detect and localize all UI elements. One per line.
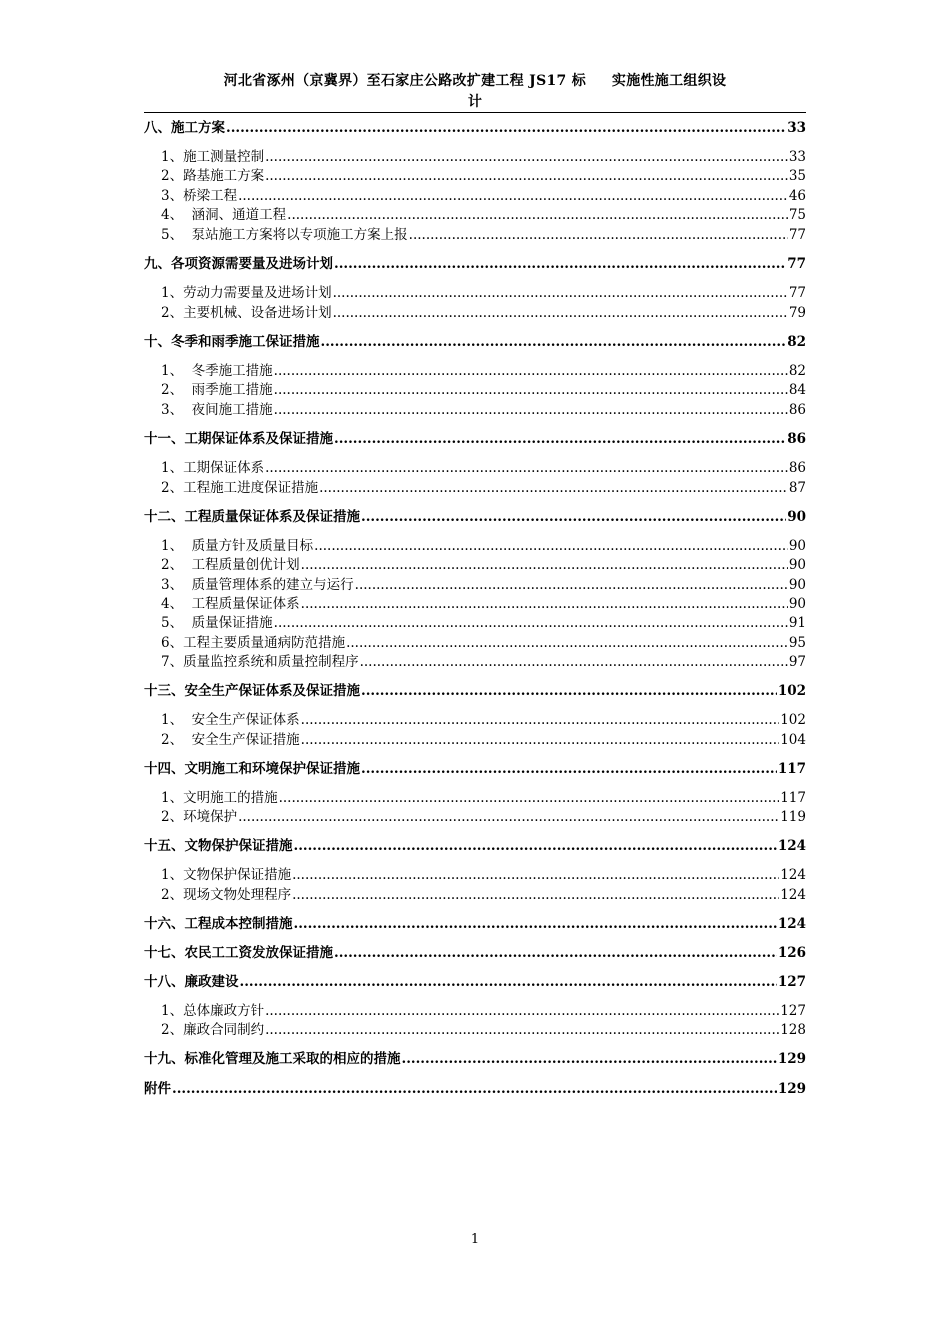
toc-entry-title: 十七、农民工工资发放保证措施 bbox=[144, 945, 333, 961]
toc-dot-leader bbox=[172, 1081, 777, 1097]
toc-subsection-entry[interactable] bbox=[144, 863, 806, 883]
toc-subsection-entry[interactable] bbox=[144, 203, 806, 223]
toc-entry-title: 3、桥梁工程 bbox=[161, 188, 238, 204]
toc-dot-leader bbox=[292, 887, 779, 903]
toc-dot-leader bbox=[226, 120, 786, 136]
toc-section-entry[interactable] bbox=[144, 116, 806, 136]
toc-dot-leader bbox=[355, 577, 788, 593]
toc-entry-page: 77 bbox=[788, 285, 806, 301]
toc-subsection-entry[interactable] bbox=[144, 708, 806, 728]
toc-subsection-entry[interactable] bbox=[144, 883, 806, 903]
toc-section-entry[interactable] bbox=[144, 679, 806, 699]
toc-entry-title: 十一、工期保证体系及保证措施 bbox=[144, 431, 333, 447]
toc-dot-leader bbox=[265, 1003, 779, 1019]
toc-subsection-entry[interactable] bbox=[144, 281, 806, 301]
toc-entry-title: 十五、文物保护保证措施 bbox=[144, 838, 293, 854]
toc-dot-leader bbox=[301, 596, 788, 612]
toc-subsection-entry[interactable] bbox=[144, 805, 806, 825]
toc-section-entry[interactable] bbox=[144, 941, 806, 961]
toc-entry-page: 33 bbox=[787, 120, 806, 136]
toc-section-entry[interactable] bbox=[144, 1077, 806, 1097]
toc-entry-page: 104 bbox=[780, 732, 806, 748]
toc-dot-leader bbox=[265, 149, 788, 165]
toc-entry-title: 十九、标准化管理及施工采取的相应的措施 bbox=[144, 1051, 401, 1067]
toc-dot-leader bbox=[409, 227, 788, 243]
toc-dot-leader bbox=[361, 761, 777, 777]
toc-entry-page: 82 bbox=[787, 334, 806, 350]
toc-subsection-entry[interactable] bbox=[144, 476, 806, 496]
toc-subsection-entry[interactable] bbox=[144, 378, 806, 398]
toc-entry-page: 77 bbox=[788, 227, 806, 243]
toc-dot-leader bbox=[265, 460, 788, 476]
toc-entry-page: 91 bbox=[788, 615, 806, 631]
toc-dot-leader bbox=[319, 480, 788, 496]
toc-entry-page: 117 bbox=[777, 761, 806, 777]
toc-entry-page: 129 bbox=[777, 1051, 806, 1067]
toc-subsection-entry[interactable] bbox=[144, 534, 806, 554]
toc-entry-page: 46 bbox=[788, 188, 806, 204]
toc-entry-page: 77 bbox=[787, 256, 806, 272]
toc-dot-leader bbox=[287, 207, 788, 223]
toc-subsection-entry[interactable] bbox=[144, 359, 806, 379]
toc-entry-page: 102 bbox=[780, 712, 806, 728]
toc-entry-title: 十四、文明施工和环境保护保证措施 bbox=[144, 761, 360, 777]
toc-subsection-entry[interactable] bbox=[144, 1018, 806, 1038]
toc-subsection-entry[interactable] bbox=[144, 553, 806, 573]
toc-entry-page: 95 bbox=[788, 635, 806, 651]
toc-dot-leader bbox=[301, 712, 780, 728]
toc-dot-leader bbox=[274, 402, 788, 418]
toc-entry-page: 102 bbox=[777, 683, 806, 699]
toc-entry-title: 7、质量监控系统和质量控制程序 bbox=[161, 654, 359, 670]
toc-entry-title: 1、施工测量控制 bbox=[161, 149, 265, 165]
toc-entry-title: 2、现场文物处理程序 bbox=[161, 887, 292, 903]
toc-entry-page: 87 bbox=[788, 480, 806, 496]
toc-section-entry[interactable] bbox=[144, 834, 806, 854]
toc-dot-leader bbox=[274, 615, 788, 631]
toc-dot-leader bbox=[238, 188, 788, 204]
toc-section-entry[interactable] bbox=[144, 1047, 806, 1067]
toc-dot-leader bbox=[238, 809, 779, 825]
toc-section-entry[interactable] bbox=[144, 505, 806, 525]
toc-subsection-entry[interactable] bbox=[144, 223, 806, 243]
toc-entry-page: 117 bbox=[780, 790, 806, 806]
toc-entry-page: 86 bbox=[788, 402, 806, 418]
toc-dot-leader bbox=[294, 838, 777, 854]
toc-section-entry[interactable] bbox=[144, 757, 806, 777]
toc-dot-leader bbox=[334, 945, 777, 961]
toc-section-entry[interactable] bbox=[144, 330, 806, 350]
toc-subsection-entry[interactable] bbox=[144, 786, 806, 806]
header-line-1: 河北省涿州（京冀界）至石家庄公路改扩建工程 JS17 标 实施性施工组织设 bbox=[223, 73, 727, 89]
toc-entry-page: 90 bbox=[787, 509, 806, 525]
toc-dot-leader bbox=[361, 683, 777, 699]
toc-subsection-entry[interactable] bbox=[144, 164, 806, 184]
toc-entry-title: 十、冬季和雨季施工保证措施 bbox=[144, 334, 320, 350]
toc-dot-leader bbox=[274, 363, 788, 379]
toc-entry-title: 2、环境保护 bbox=[161, 809, 238, 825]
toc-dot-leader bbox=[321, 334, 787, 350]
toc-entry-page: 90 bbox=[788, 538, 806, 554]
toc-dot-leader bbox=[334, 431, 786, 447]
toc-entry-title: 2、 雨季施工措施 bbox=[161, 382, 273, 398]
toc-dot-leader bbox=[265, 168, 788, 184]
page-number: 1 bbox=[470, 1232, 480, 1247]
toc-subsection-entry[interactable] bbox=[144, 456, 806, 476]
toc-subsection-entry[interactable] bbox=[144, 145, 806, 165]
toc-entry-page: 128 bbox=[780, 1022, 806, 1038]
toc-dot-leader bbox=[292, 867, 779, 883]
toc-entry-title: 4、 涵洞、通道工程 bbox=[161, 207, 287, 223]
toc-entry-title: 2、 工程质量创优计划 bbox=[161, 557, 300, 573]
toc-subsection-entry[interactable] bbox=[144, 592, 806, 612]
toc-dot-leader bbox=[333, 285, 788, 301]
toc-entry-page: 86 bbox=[787, 431, 806, 447]
toc-entry-page: 90 bbox=[788, 596, 806, 612]
toc-entry-title: 十三、安全生产保证体系及保证措施 bbox=[144, 683, 360, 699]
header-line-2: 计 bbox=[467, 94, 483, 110]
toc-subsection-entry[interactable] bbox=[144, 650, 806, 670]
toc-entry-page: 124 bbox=[780, 887, 806, 903]
toc-entry-title: 3、 夜间施工措施 bbox=[161, 402, 273, 418]
toc-entry-title: 十六、工程成本控制措施 bbox=[144, 916, 293, 932]
toc-entry-title: 2、工程施工进度保证措施 bbox=[161, 480, 319, 496]
toc-entry-page: 82 bbox=[788, 363, 806, 379]
toc-subsection-entry[interactable] bbox=[144, 728, 806, 748]
toc-entry-title: 九、各项资源需要量及进场计划 bbox=[144, 256, 333, 272]
toc-entry-page: 124 bbox=[777, 916, 806, 932]
toc-subsection-entry[interactable] bbox=[144, 398, 806, 418]
toc-entry-title: 1、工期保证体系 bbox=[161, 460, 265, 476]
toc-entry-title: 附件 bbox=[144, 1081, 171, 1097]
toc-entry-title: 十二、工程质量保证体系及保证措施 bbox=[144, 509, 360, 525]
toc-subsection-entry[interactable] bbox=[144, 573, 806, 593]
toc-entry-title: 1、文物保护保证措施 bbox=[161, 867, 292, 883]
toc-entry-page: 127 bbox=[777, 974, 806, 990]
toc-entry-page: 124 bbox=[780, 867, 806, 883]
toc-subsection-entry[interactable] bbox=[144, 611, 806, 631]
toc-dot-leader bbox=[361, 509, 786, 525]
toc-dot-leader bbox=[346, 635, 788, 651]
toc-subsection-entry[interactable] bbox=[144, 999, 806, 1019]
toc-dot-leader bbox=[301, 557, 788, 573]
toc-section-entry[interactable] bbox=[144, 970, 806, 990]
header-rule bbox=[144, 112, 806, 113]
toc-entry-page: 129 bbox=[777, 1081, 806, 1097]
toc-entry-page: 86 bbox=[788, 460, 806, 476]
toc-dot-leader bbox=[402, 1051, 777, 1067]
toc-subsection-entry[interactable] bbox=[144, 184, 806, 204]
running-header bbox=[144, 71, 806, 113]
toc-section-entry[interactable] bbox=[144, 912, 806, 932]
toc-dot-leader bbox=[301, 732, 780, 748]
toc-entry-page: 119 bbox=[780, 809, 806, 825]
toc-entry-title: 2、主要机械、设备进场计划 bbox=[161, 305, 332, 321]
toc-entry-page: 97 bbox=[788, 654, 806, 670]
toc-entry-title: 1、 安全生产保证体系 bbox=[161, 712, 300, 728]
toc-section-entry[interactable] bbox=[144, 427, 806, 447]
toc-entry-title: 2、路基施工方案 bbox=[161, 168, 265, 184]
toc-entry-page: 79 bbox=[788, 305, 806, 321]
toc-entry-title: 八、施工方案 bbox=[144, 120, 225, 136]
toc-entry-title: 1、劳动力需要量及进场计划 bbox=[161, 285, 332, 301]
toc-entry-title: 4、 工程质量保证体系 bbox=[161, 596, 300, 612]
toc-entry-title: 2、廉政合同制约 bbox=[161, 1022, 265, 1038]
toc-entry-page: 90 bbox=[788, 577, 806, 593]
toc-entry-title: 1、 质量方针及质量目标 bbox=[161, 538, 314, 554]
toc-entry-title: 1、文明施工的措施 bbox=[161, 790, 278, 806]
toc-dot-leader bbox=[279, 790, 780, 806]
toc-dot-leader bbox=[274, 382, 788, 398]
toc-dot-leader bbox=[333, 305, 788, 321]
toc-entry-title: 1、总体廉政方针 bbox=[161, 1003, 265, 1019]
toc-dot-leader bbox=[314, 538, 788, 554]
toc-entry-page: 75 bbox=[788, 207, 806, 223]
toc-dot-leader bbox=[360, 654, 788, 670]
toc-entry-page: 126 bbox=[777, 945, 806, 961]
toc-entry-title: 十八、廉政建设 bbox=[144, 974, 239, 990]
toc-subsection-entry[interactable] bbox=[144, 631, 806, 651]
toc-entry-title: 6、工程主要质量通病防范措施 bbox=[161, 635, 346, 651]
toc-entry-page: 90 bbox=[788, 557, 806, 573]
toc-entry-title: 5、 泵站施工方案将以专项施工方案上报 bbox=[161, 227, 408, 243]
toc-entry-title: 5、 质量保证措施 bbox=[161, 615, 273, 631]
toc-entry-title: 3、 质量管理体系的建立与运行 bbox=[161, 577, 354, 593]
toc-entry-title: 1、 冬季施工措施 bbox=[161, 363, 273, 379]
toc-entry-page: 127 bbox=[780, 1003, 806, 1019]
toc-entry-title: 2、 安全生产保证措施 bbox=[161, 732, 300, 748]
toc-entry-page: 35 bbox=[788, 168, 806, 184]
toc-entry-page: 33 bbox=[788, 149, 806, 165]
toc-dot-leader bbox=[265, 1022, 779, 1038]
toc-dot-leader bbox=[294, 916, 777, 932]
toc-section-entry[interactable] bbox=[144, 252, 806, 272]
toc-entry-page: 124 bbox=[777, 838, 806, 854]
toc-dot-leader bbox=[240, 974, 777, 990]
toc-subsection-entry[interactable] bbox=[144, 301, 806, 321]
toc-entry-page: 84 bbox=[788, 382, 806, 398]
toc-dot-leader bbox=[334, 256, 786, 272]
